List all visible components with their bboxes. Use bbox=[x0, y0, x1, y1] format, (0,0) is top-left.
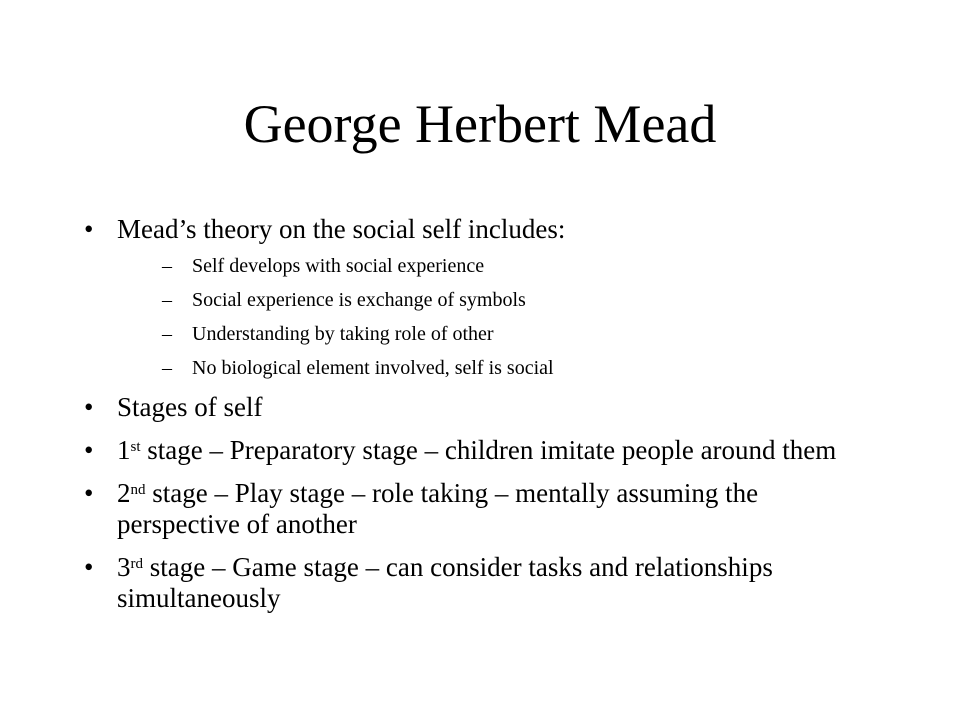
bullet-text: stage – Play stage – role taking – mentally assuming the perspective of another bbox=[117, 478, 759, 539]
stage-ordinal: rd bbox=[130, 555, 143, 572]
bullet-item-theory bbox=[84, 214, 884, 380]
bullet-item-stage-2 bbox=[84, 478, 884, 540]
bullet-list bbox=[84, 214, 884, 626]
bullet-item-stages bbox=[84, 392, 884, 423]
stage-number: 1 bbox=[117, 435, 131, 465]
slide-title: George Herbert Mead bbox=[243, 94, 717, 154]
sub-bullet-item bbox=[117, 255, 884, 278]
bullet-text: Stages of self bbox=[117, 392, 263, 422]
sub-bullet-list bbox=[117, 255, 884, 380]
dash-icon: – bbox=[162, 323, 172, 345]
bullet-icon: • bbox=[84, 435, 94, 465]
sub-bullet-text: No biological element involved, self is social bbox=[192, 357, 554, 379]
dash-icon: – bbox=[162, 255, 172, 277]
stage-number: 2 bbox=[117, 478, 131, 508]
bullet-icon: • bbox=[84, 478, 94, 508]
stage-number: 3 bbox=[117, 552, 131, 582]
sub-bullet-item bbox=[117, 357, 884, 380]
stage-ordinal: nd bbox=[130, 481, 146, 498]
dash-icon: – bbox=[162, 289, 172, 311]
sub-bullet-text: Self develops with social experience bbox=[192, 255, 485, 277]
bullet-item-stage-3 bbox=[84, 552, 884, 614]
stage-ordinal: st bbox=[130, 438, 141, 455]
bullet-icon: • bbox=[84, 392, 94, 422]
dash-icon: – bbox=[162, 357, 172, 379]
bullet-text: Mead’s theory on the social self includes: bbox=[117, 214, 566, 244]
bullet-item-stage-1 bbox=[84, 435, 884, 466]
bullet-icon: • bbox=[84, 552, 94, 582]
sub-bullet-item bbox=[117, 289, 884, 312]
bullet-text: stage – Preparatory stage – children imitate people around them bbox=[140, 435, 837, 465]
sub-bullet-text: Understanding by taking role of other bbox=[192, 323, 494, 345]
sub-bullet-item bbox=[117, 323, 884, 346]
bullet-icon: • bbox=[84, 214, 94, 244]
bullet-text: stage – Game stage – can consider tasks and relationships simultaneously bbox=[117, 552, 773, 613]
sub-bullet-text: Social experience is exchange of symbols bbox=[192, 289, 526, 311]
